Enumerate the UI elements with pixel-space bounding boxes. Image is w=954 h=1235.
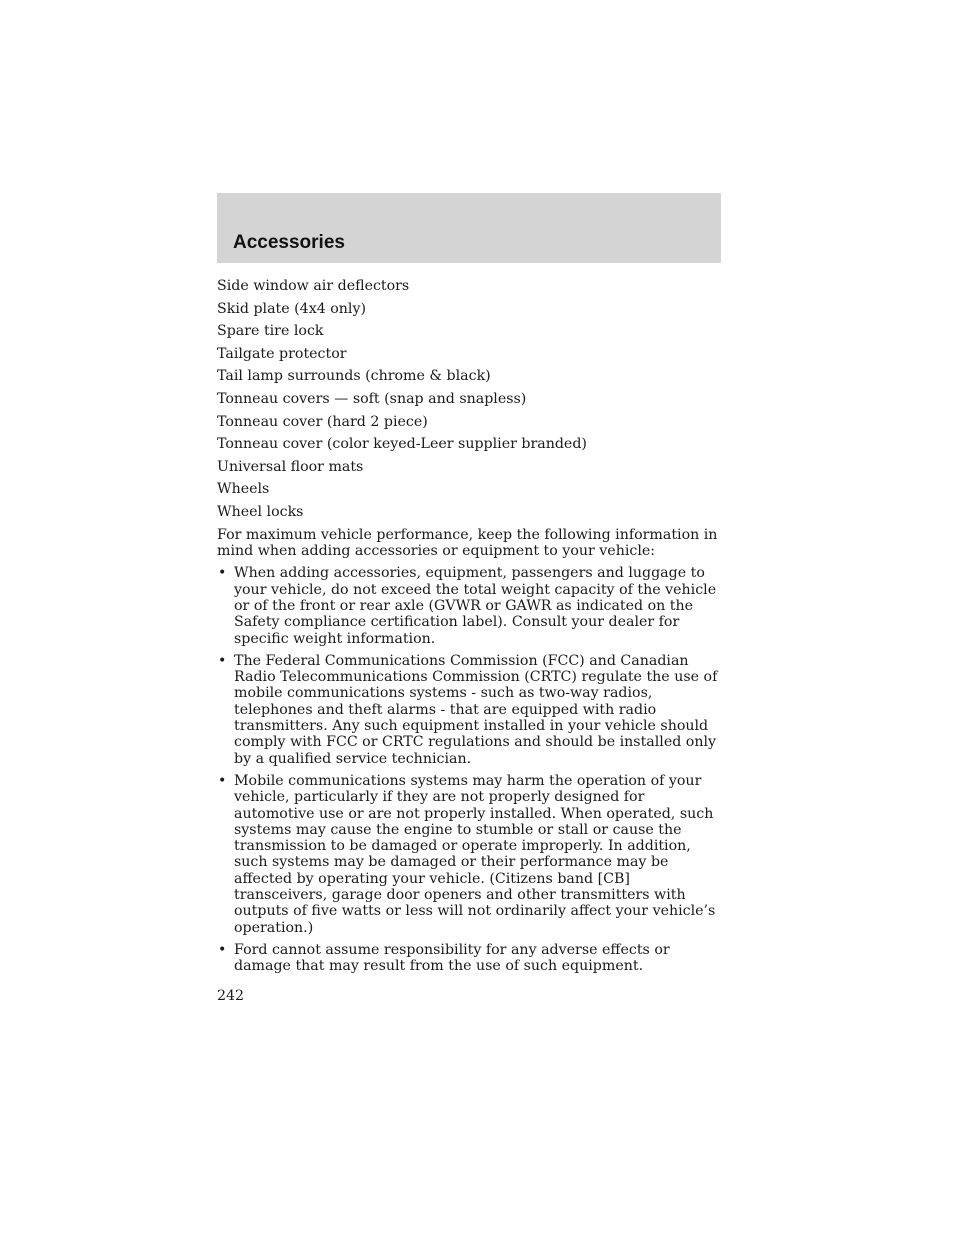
accessory-item: Universal floor mats bbox=[217, 458, 364, 475]
accessory-item: Tonneau cover (color keyed-Leer supplier branded) bbox=[217, 436, 587, 453]
accessory-item: Side window air deflectors bbox=[217, 278, 410, 294]
intro-paragraph: For maximum vehicle performance, keep the following information in mind when adding accessories or equipment to your vehicle: bbox=[217, 526, 718, 559]
accessory-item: Skid plate (4x4 only) bbox=[217, 300, 366, 317]
accessory-item: Tailgate protector bbox=[217, 345, 347, 362]
bullet-text: When adding accessories, equipment, passengers and luggage to your vehicle, do not exceed the total weight capacity of the vehicle or of the front or rear axle (GVWR or GAWR as indicated on the Safety compliance certification label). Consult your dealer for specific weight information. bbox=[234, 565, 717, 647]
section-title: Accessories bbox=[233, 232, 345, 253]
bullet-text: Mobile communications systems may harm the operation of your vehicle, particularly if they are not properly designed for automotive use or are not properly installed. When operated, such systems may cause the engine to stumble or stall or cause the transmission to be damaged or operate improperly. In addition, such systems may be damaged or their performance may be affected by operating your vehicle. (Citizens band [CB] transceivers, garage door openers and other transmitters with outputs of five watts or less will not ordinarily affect your vehicle’s operation.) bbox=[234, 772, 716, 936]
bullet-icon: • bbox=[218, 772, 227, 789]
accessory-list bbox=[217, 276, 721, 525]
page-content bbox=[217, 276, 721, 1004]
bullet-text: The Federal Communications Commission (FCC) and Canadian Radio Telecommunications Commission (CRTC) regulate the use of mobile communications systems - such as two-way radios, telephones and theft alarms - that are equipped with radio transmitters. Any such equipment installed in your vehicle should comply with FCC or CRTC regulations and should be installed only by a qualified service technician. bbox=[234, 652, 718, 767]
bullet-icon: • bbox=[218, 652, 227, 669]
bullet-list bbox=[217, 565, 721, 974]
accessory-item: Tonneau cover (hard 2 piece) bbox=[217, 413, 428, 430]
accessory-item: Tail lamp surrounds (chrome & black) bbox=[217, 368, 491, 385]
bullet-item bbox=[217, 942, 721, 975]
bullet-icon: • bbox=[218, 941, 227, 958]
accessory-item: Spare tire lock bbox=[217, 323, 324, 340]
accessory-item: Wheel locks bbox=[217, 503, 304, 520]
bullet-icon: • bbox=[218, 565, 227, 582]
section-header-band bbox=[217, 193, 721, 263]
bullet-item bbox=[217, 773, 721, 936]
accessory-item: Tonneau covers — soft (snap and snapless) bbox=[217, 390, 527, 407]
bullet-item bbox=[217, 565, 721, 646]
bullet-item bbox=[217, 653, 721, 767]
page-number: 242 bbox=[217, 988, 245, 1005]
accessory-item: Wheels bbox=[217, 481, 270, 498]
bullet-text: Ford cannot assume responsibility for any adverse effects or damage that may result from the use of such equipment. bbox=[234, 941, 670, 975]
